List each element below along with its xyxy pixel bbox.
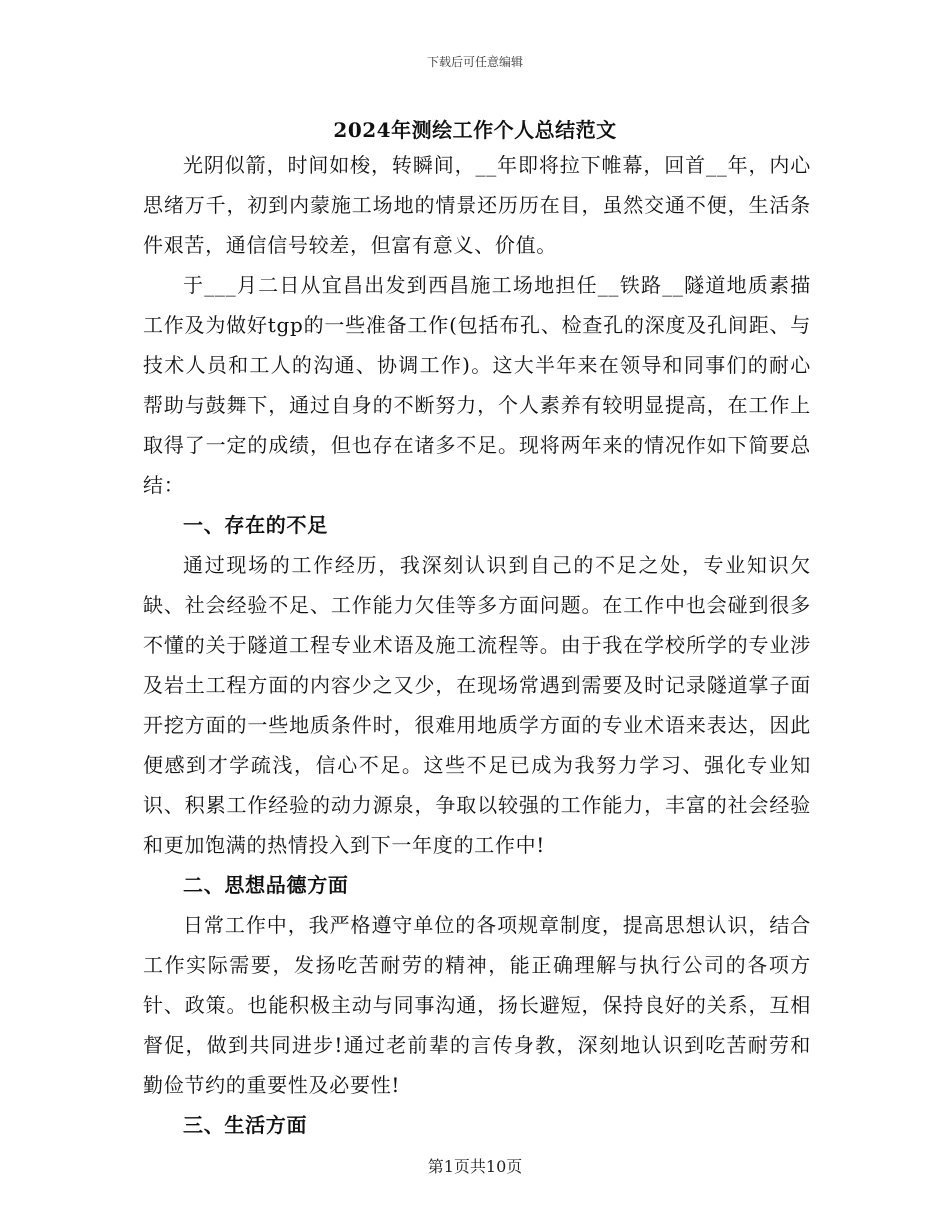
page-number: 第1页共10页 — [427, 1157, 523, 1176]
intro-paragraph: 光阴似箭，时间如梭，转瞬间，__年即将拉下帷幕，回首__年，内心思绪万千，初到内蒙施工场地的情景还历历在目，虽然交通不便，生活条件艰苦，通信信号较差，但富有意义、价值。 — [143, 153, 811, 257]
page-header-note: 下载后可任意编辑 — [426, 55, 523, 69]
section-body-shortcomings: 通过现场的工作经历，我深刻认识到自己的不足之处，专业知识欠缺、社会经验不足、工作能力欠佳等多方面问题。在工作中也会碰到很多不懂的关于隧道工程专业术语及施工流程等。由于我在学校所学的专业涉及岩土工程方面的内容少之又少，在现场常遇到需要及时记录隧道掌子面开挖方面的一些地质条件时，很难用地质学方面的专业术语来表达，因此便感到才学疏浅，信心不足。这些不足已成为我努力学习、强化专业知识、积累工作经验的动力源泉，争取以较强的工作能力，丰富的社会经验和更加饱满的热情投入到下一年度的工作中! — [143, 553, 811, 857]
section-heading-shortcomings: 一、存在的不足 — [183, 513, 328, 537]
section-heading-ethics: 二、思想品德方面 — [183, 873, 349, 897]
document-title: 2024年测绘工作个人总结范文 — [333, 118, 617, 142]
background-paragraph: 于___月二日从宜昌出发到西昌施工场地担任__铁路__隧道地质素描工作及为做好tgp的一些准备工作(包括布孔、检查孔的深度及孔间距、与技术人员和工人的沟通、协调工作)。这大半年来在领导和同事们的耐心帮助与鼓舞下，通过自身的不断努力，个人素养有较明显提高，在工作上取得了一定的成绩，但也存在诸多不足。现将两年来的情况作如下简要总结： — [143, 273, 811, 497]
section-body-ethics: 日常工作中，我严格遵守单位的各项规章制度，提高思想认识，结合工作实际需要，发扬吃苦耐劳的精神，能正确理解与执行公司的各项方针、政策。也能积极主动与同事沟通，扬长避短，保持良好的关系，互相督促，做到共同进步!通过老前辈的言传身教，深刻地认识到吃苦耐劳和勤俭节约的重要性及必要性! — [143, 913, 811, 1097]
section-heading-life: 三、生活方面 — [183, 1113, 308, 1137]
document-body — [143, 145, 811, 1145]
